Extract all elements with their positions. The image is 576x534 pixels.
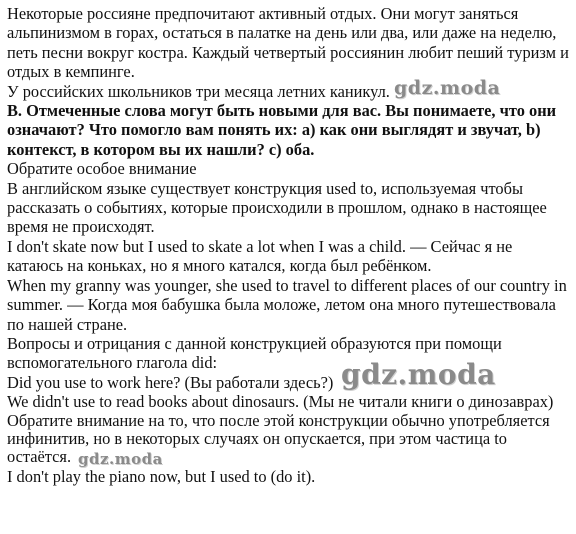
note-heading: Обратите особое внимание [7, 159, 197, 179]
questions-negatives-rule: Вопросы и отрицания с данной конструкцией образуются при помощи вспомогательного глагола did: [7, 333, 502, 373]
infinitive-note: Обратите внимание на то, что после этой конструкции обычно употребляется инфинитив, но в некоторых случаях он опускается, при этом частица to остаётся. [7, 410, 550, 467]
example-skate: I don't skate now but I used to skate a lot when I was a child. — Сейчас я не катаюсь на коньках, но я много катался, когда был ребёнком. [7, 236, 513, 276]
example-piano: I don't play the piano now, but I used to (do it). [7, 466, 316, 486]
task-b-instruction: B. Отмеченные слова могут быть новыми для вас. Вы понимаете, что они означают? Что помогло вам понять их: a) как они выглядят и звучат, b) контекст, в котором вы их нашли? c) оба. [7, 101, 557, 159]
example-question: Did you use to work here? (Вы работали здесь?) [7, 372, 334, 392]
intro-paragraph: Некоторые россияне предпочитают активный отдых. Они могут заняться альпинизмом в горах, остаться в палатке на день или два, или даже на неделю, петь песни вокруг костра. Каждый четвертый россиянин любит пеший туризм и отдых в кемпинге. [7, 4, 569, 82]
holidays-sentence: У российских школьников три месяца летних каникул. [7, 81, 390, 101]
watermark-logo: gdz.moda [78, 450, 163, 468]
watermark-logo: gdz.moda [394, 77, 501, 99]
example-granny: When my granny was younger, she used to travel to different places of our country in summer. — Когда моя бабушка была моложе, летом она много путешествовала по нашей стране. [7, 275, 567, 334]
used-to-explanation: В английском языке существует конструкция used to, используемая чтобы рассказать о событиях, которые происходили в прошлом, однако в настоящее время не происходят. [7, 178, 547, 237]
example-negative: We didn't use to read books about dinosaurs. (Мы не читали книги о динозаврах) [7, 392, 554, 412]
watermark-logo: gdz.moda [341, 358, 496, 391]
